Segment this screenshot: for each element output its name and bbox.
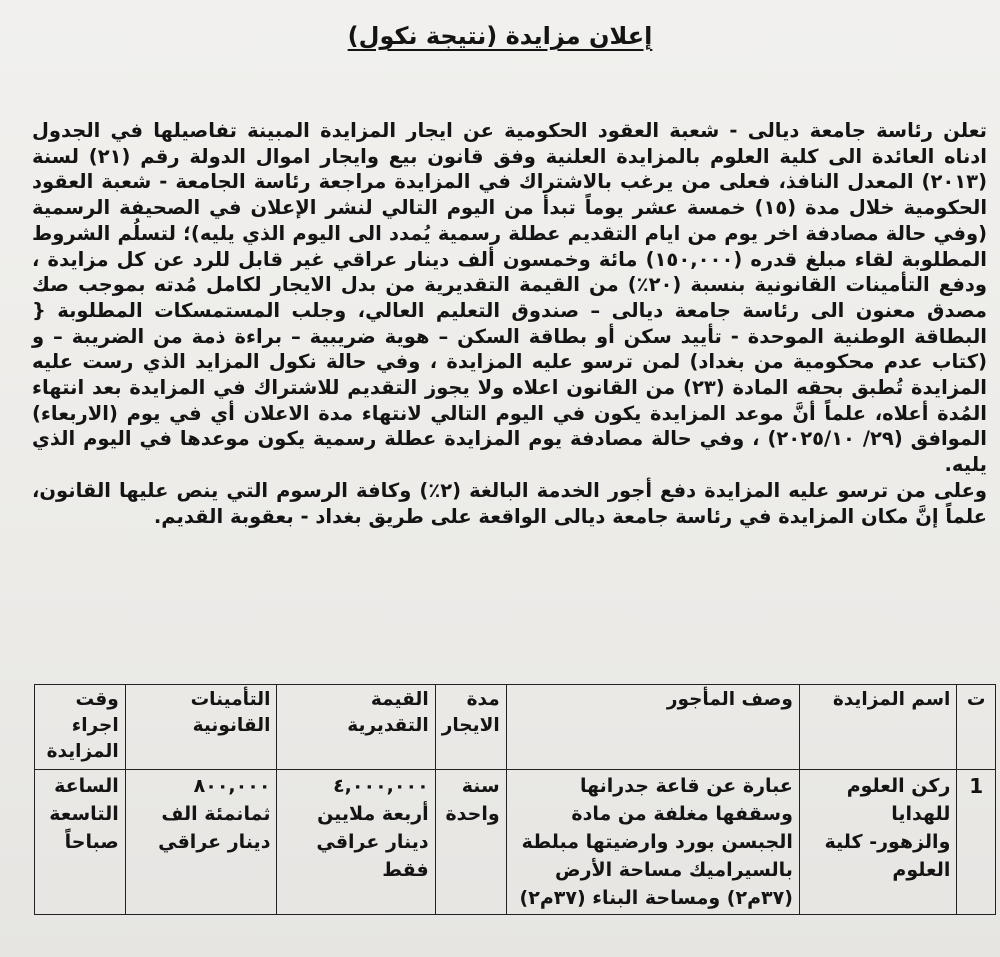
cell-name: ركن العلوم للهدايا والزهور- كلية العلوم xyxy=(799,770,956,915)
cell-insurance: ٨٠٠,٠٠٠ ثمانمئة الف دينار عراقي xyxy=(125,770,277,915)
header-insurance: التأمينات القانونية xyxy=(125,685,277,770)
cell-period: سنة واحدة xyxy=(435,770,506,915)
header-estimated-value: القيمة التقديرية xyxy=(277,685,435,770)
header-name: اسم المزايدة xyxy=(799,685,956,770)
body-paragraph-2: وعلى من ترسو عليه المزايدة دفع أجور الخدمة البالغة (٢٪) وكافة الرسوم التي ينص عليها القانون، علماً إنَّ مكان المزايدة في رئاسة جامعة ديالى الواقعة على طريق بغداد - بعقوبة القديم. xyxy=(32,478,988,528)
cell-estimated-value: ٤,٠٠٠,٠٠٠ أربعة ملايين دينار عراقي فقط xyxy=(277,770,435,915)
header-period: مدة الايجار xyxy=(435,685,506,770)
header-description: وصف المأجور xyxy=(506,685,799,770)
body-paragraph-1: تعلن رئاسة جامعة ديالى - شعبة العقود الحكومية عن ايجار المزايدة المبينة تفاصيلها في الجدول ادناه العائدة الى كلية العلوم بالمزايدة العلنية وفق قانون بيع وايجار اموال الدولة رقم (٢١) لسنة (٢٠١٣) المعدل النافذ، فعلى من يرغب بالاشتراك في المزايدة مراجعة رئاسة الجامعة - شعبة العقود الحكومية خلال مدة (١٥) خمسة عشر يوماً تبدأ من اليوم التالي لنشر الإعلان في الصحيفة الرسمية (وفي حالة مصادفة اخر يوم من ايام التقديم عطلة رسمية يُمدد الى اليوم الذي يليه)؛ لتسلُم الشروط المطلوبة لقاء مبلغ قدره (١٥٠,٠٠٠) مائة وخمسون ألف دينار عراقي غير قابل للرد عن كل مزايدة ، ودفع التأمينات القانونية بنسبة (٢٠٪) من القيمة التقديرية من بدل الايجار لكامل مُدته بموجب صك مصدق معنون الى رئاسة جامعة ديالى – صندوق التعليم العالي، وجلب المستمسكات المطلوبة { البطاقة الوطنية الموحدة - تأييد سكن أو بطاقة السكن – هوية ضريبية – براءة ذمة من الضريبة – و (كتاب عدم محكومية من بغداد) لمن ترسو عليه المزايدة ، وفي حالة نكول المزايد الذي رست عليه المزايدة تُطبق بحقه المادة (٢٣) من القانون اعلاه ولا يجوز التقديم للاشتراك في المزايدة بعد انتهاء المُدة أعلاه، علماً أنَّ موعد المزايدة يكون في اليوم التالي لانتهاء مدة الاعلان أي في يوم (الاربعاء) الموافق (٢٩/ ٢٠٢٥/١٠) ، وفي حالة مصادفة يوم المزايدة عطلة رسمية يكون موعدها في اليوم الذي يليه. xyxy=(32,119,987,477)
announcement-title xyxy=(0,22,1000,50)
cell-auction-time: الساعة التاسعة صباحاً xyxy=(35,770,126,915)
header-no: ت xyxy=(957,685,996,770)
table-row xyxy=(35,770,996,915)
header-auction-time: وقت اجراء المزايدة xyxy=(35,685,126,770)
announcement-body xyxy=(32,118,987,529)
auction-table xyxy=(34,684,996,915)
announcement-title-text: إعلان مزايدة (نتيجة نكول) xyxy=(347,22,653,50)
table-header-row xyxy=(35,685,996,770)
cell-no: 1 xyxy=(957,770,996,915)
cell-description: عبارة عن قاعة جدرانها وسقفها مغلفة من مادة الجبسن بورد وارضيتها مبلطة بالسيراميك مساحة الأرض (٣٧م٢) ومساحة البناء (٣٧م٢) xyxy=(506,770,799,915)
